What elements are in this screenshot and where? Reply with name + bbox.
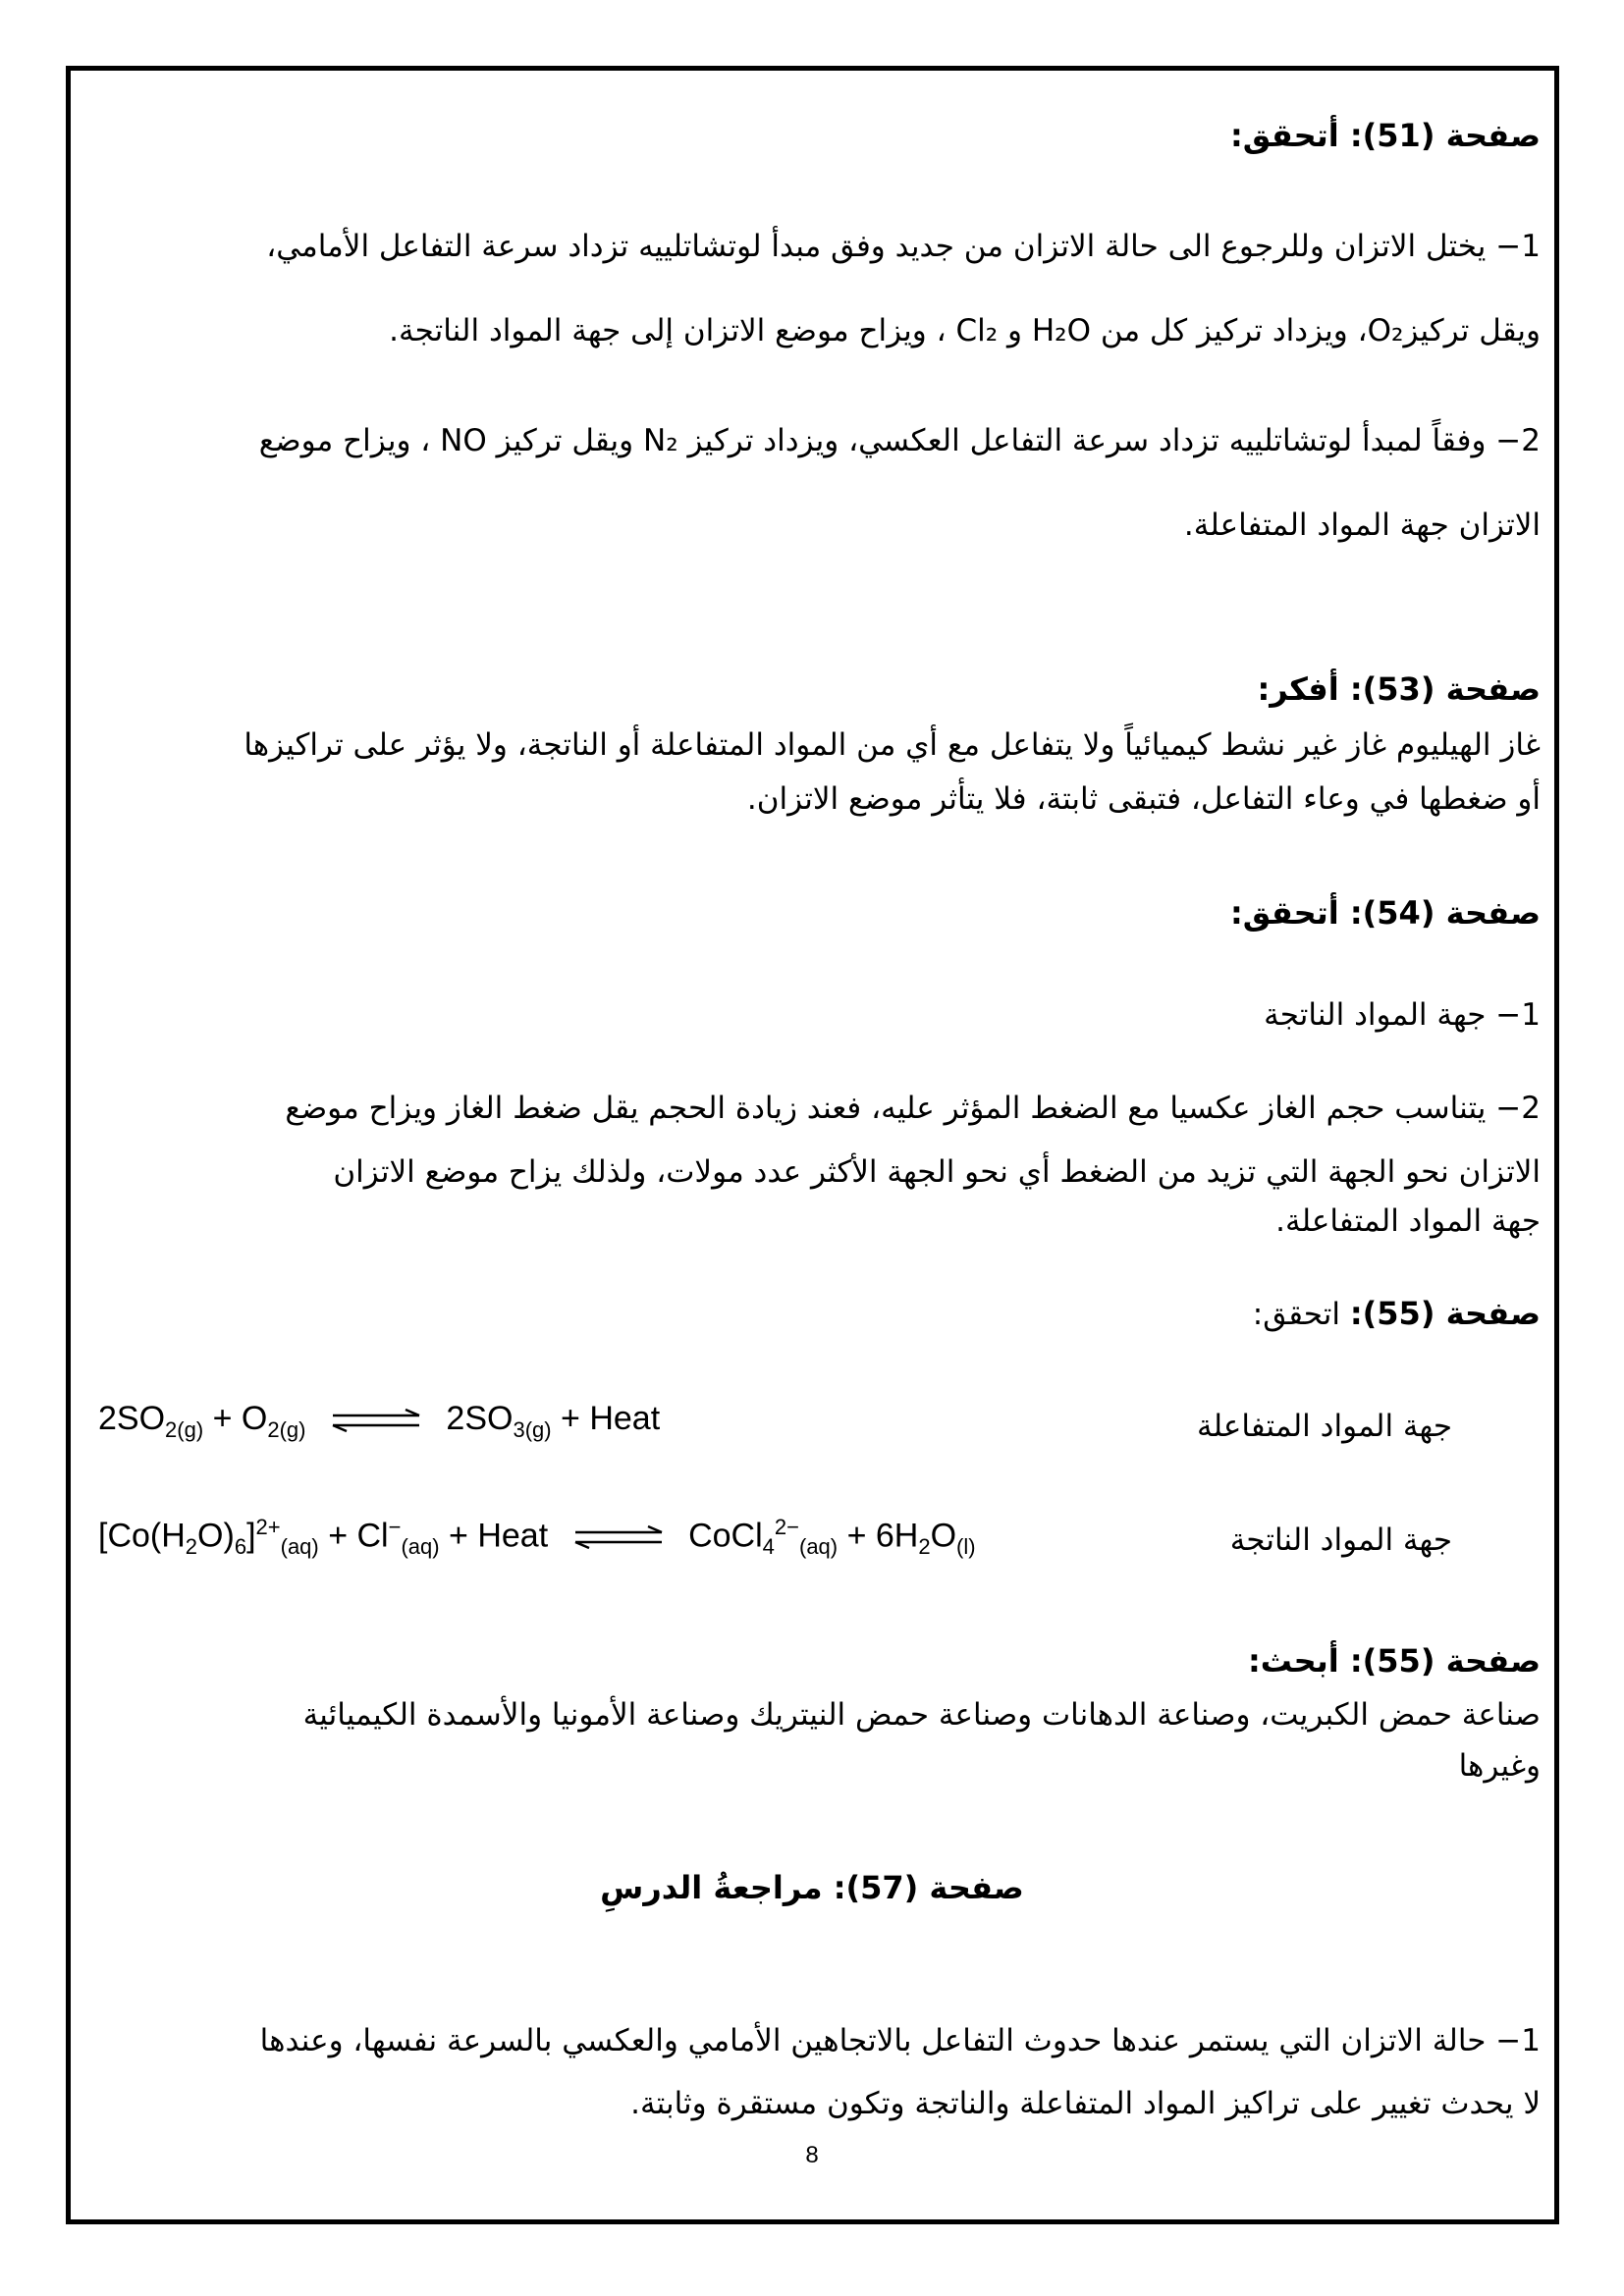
- eq2-sub: (aq): [280, 1534, 319, 1560]
- eq2-sub: 2: [185, 1534, 198, 1560]
- eq2-sub: (aq): [799, 1534, 839, 1560]
- s54-item2-line3: جهة المواد المتفاعلة.: [1275, 1203, 1541, 1239]
- s57-item1-line2: لا يحدث تغيير على تراكيز المواد المتفاعلة والناتجة وتكون مستقرة وثابتة.: [630, 2086, 1541, 2121]
- eq1-sub: 2(g): [267, 1416, 306, 1442]
- eq1-term-o2: O: [241, 1400, 268, 1437]
- heading-page-55-bold: صفحة (55):: [1349, 1295, 1541, 1332]
- eq2-water: + 6H: [838, 1517, 919, 1555]
- eq2-term: O: [930, 1517, 957, 1555]
- heading-page-55-research: صفحة (55): أبحث:: [1248, 1642, 1541, 1680]
- s55b-line2: وغيرها: [1458, 1748, 1541, 1784]
- eq2-sub: 4: [762, 1534, 775, 1560]
- heading-page-55-rest: اتحقق:: [1252, 1297, 1350, 1332]
- eq2-label: جهة المواد الناتجة: [1229, 1522, 1452, 1558]
- s51-item2-line2: الاتزان جهة المواد المتفاعلة.: [1183, 507, 1541, 543]
- eq2-sup: −: [388, 1515, 402, 1539]
- equilibrium-arrows-icon: [571, 1524, 666, 1550]
- eq2-sup: 2+: [255, 1515, 281, 1539]
- eq2-sup: 2−: [774, 1515, 799, 1539]
- s54-item2-line2: الاتزان نحو الجهة التي تزيد من الضغط أي نحو الجهة الأكثر عدد مولات، ولذلك يزاح موضع الاتزان: [333, 1154, 1541, 1190]
- eq2-sub: (aq): [401, 1534, 440, 1560]
- equation-2: [98, 1515, 976, 1560]
- s53-line2: أو ضغطها في وعاء التفاعل، فتبقى ثابتة، فلا يتأثر موضع الاتزان.: [746, 781, 1541, 817]
- s54-item2-line1: 2− يتناسب حجم الغاز عكسيا مع الضغط المؤثر عليه، فعند زيادة الحجم يقل ضغط الغاز ويزاح موضع: [285, 1091, 1541, 1126]
- s55b-line1: صناعة حمض الكبريت، وصناعة الدهانات وصناعة حمض النيتريك وصناعة الأمونيا والأسمدة الكيميائية: [302, 1697, 1541, 1733]
- eq1-plus: +: [203, 1400, 242, 1437]
- s53-line1: غاز الهيليوم غاز غير نشط كيميائياً ولا يتفاعل مع أي من المواد المتفاعلة أو الناتجة، ولا يؤثر على تراكيزها: [244, 727, 1541, 763]
- eq2-sub: 6: [234, 1534, 247, 1560]
- s51-item1-line1: 1− يختل الاتزان وللرجوع الى حالة الاتزان من جديد وفق مبدأ لوتشاتلييه تزداد سرعة التفاعل الأمامي،: [266, 229, 1541, 264]
- heading-page-55-check: [1253, 1294, 1541, 1334]
- eq2-sub: 2: [918, 1534, 931, 1560]
- heading-page-54: صفحة (54): أتحقق:: [1230, 894, 1541, 932]
- eq1-sub: 3(g): [513, 1416, 552, 1442]
- eq1-term-so3: 2SO: [446, 1400, 514, 1437]
- eq2-term: [Co(H: [98, 1517, 186, 1555]
- eq1-term-so2: 2SO: [98, 1400, 166, 1437]
- eq1-heat: + Heat: [551, 1400, 661, 1437]
- eq2-term-cocl4: CoCl: [688, 1517, 763, 1555]
- equation-1: [98, 1400, 660, 1443]
- eq1-label: جهة المواد المتفاعلة: [1196, 1409, 1452, 1444]
- eq2-sub: (l): [956, 1534, 976, 1560]
- eq1-sub: 2(g): [165, 1416, 204, 1442]
- eq2-heat: + Heat: [439, 1517, 549, 1555]
- page-number: 8: [805, 2142, 819, 2168]
- s54-item1: 1− جهة المواد الناتجة: [1264, 997, 1541, 1033]
- eq2-chloride: + Cl: [318, 1517, 389, 1555]
- equilibrium-arrows-icon: [329, 1408, 423, 1433]
- s51-item2-line1: 2− وفقاً لمبدأ لوتشاتلييه تزداد سرعة التفاعل العكسي، ويزداد تركيز N₂ ويقل تركيز NO ، ويزاح موضع: [258, 423, 1541, 458]
- eq2-term: O): [197, 1517, 235, 1555]
- s57-item1-line1: 1− حالة الاتزان التي يستمر عندها حدوث التفاعل بالاتجاهين الأمامي والعكسي بالسرعة نفسها، وعندها: [259, 2023, 1541, 2058]
- heading-page-57: صفحة (57): مراجعةُ الدرسِ: [600, 1869, 1024, 1906]
- s51-item1-line2: ويقل تركيزO₂، ويزداد تركيز كل من H₂O و Cl₂ ، ويزاح موضع الاتزان إلى جهة المواد الناتجة.: [389, 313, 1541, 348]
- heading-page-53: صفحة (53): أفكر:: [1257, 670, 1541, 708]
- heading-page-51: صفحة (51): أتحقق:: [1230, 117, 1541, 154]
- eq2-bracket: ]: [246, 1517, 256, 1555]
